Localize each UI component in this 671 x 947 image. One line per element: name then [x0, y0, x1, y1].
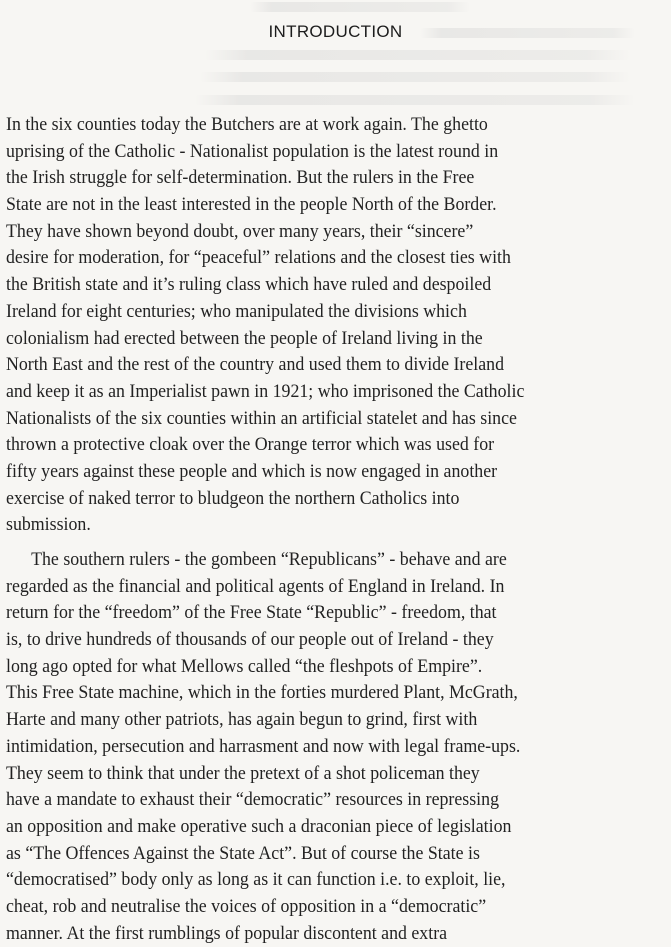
paragraph-2: [6, 547, 662, 947]
text-line: State are not in the least interested in the people North of the Border.: [6, 194, 497, 216]
text-line: an opposition and make operative such a draconian piece of legislation: [6, 815, 512, 837]
text-line: They seem to think that under the pretext of a shot policeman they: [6, 762, 480, 784]
text-line: Ireland for eight centuries; who manipulated the divisions which: [6, 300, 467, 322]
text-line: In the six counties today the Butchers are at work again. The ghetto: [6, 114, 488, 135]
text-line: manner. At the first rumblings of popular discontent and extra: [6, 922, 448, 944]
text-line: exercise of naked terror to bludgeon the northern Catholics into: [6, 487, 460, 509]
text-line: as “The Offences Against the State Act”. But of course the State is: [6, 842, 480, 864]
text-line: colonialism had erected between the people of Ireland living in the: [6, 327, 483, 349]
text-line: desire for moderation, for “peaceful” relations and the closest ties with: [6, 247, 511, 269]
text-line: thrown a protective cloak over the Orange terror which was used for: [6, 434, 495, 456]
bleed-line: [195, 95, 635, 105]
text-line: the British state and it’s ruling class which have ruled and despoiled: [6, 274, 492, 296]
bleed-line: [250, 2, 470, 12]
text-line: North East and the rest of the country and used them to divide Ireland: [6, 354, 505, 376]
reverse-page-bleed-through: [0, 0, 671, 130]
text-line: is, to drive hundreds of thousands of our people out of Ireland - they: [6, 629, 494, 651]
text-line: Harte and many other patriots, has again begun to grind, first with: [6, 709, 478, 731]
text-line: “democratised” body only as long as it can function i.e. to exploit, lie,: [6, 869, 506, 891]
text-line: submission.: [6, 514, 91, 536]
bleed-line: [200, 72, 630, 82]
text-line: have a mandate to exhaust their “democratic” resources in repressing: [6, 789, 499, 811]
paragraph-spacer: [6, 539, 662, 547]
text-line: intimidation, persecution and harrasment and now with legal frame-ups.: [6, 735, 521, 757]
text-line: long ago opted for what Mellows called “the fleshpots of Empire”.: [6, 655, 483, 677]
text-line: cheat, rob and neutralise the voices of opposition in a “democratic”: [6, 895, 487, 917]
text-line: They have shown beyond doubt, over many years, their “sincere”: [6, 220, 474, 242]
text-line: return for the “freedom” of the Free State “Republic” - freedom, that: [6, 602, 497, 624]
text-line: regarded as the financial and political agents of England in Ireland. In: [6, 575, 505, 597]
text-line: and keep it as an Imperialist pawn in 1921; who imprisoned the Catholic: [6, 380, 525, 402]
text-line: the Irish struggle for self-determination. But the rulers in the Free: [6, 167, 475, 189]
paragraph-1: [6, 112, 662, 539]
bleed-line: [205, 50, 630, 60]
text-line: uprising of the Catholic - Nationalist population is the latest round in: [6, 140, 499, 162]
text-line: fifty years against these people and which is now engaged in another: [6, 460, 498, 482]
page-title: INTRODUCTION: [268, 22, 403, 41]
document-body: [6, 112, 662, 947]
text-line: This Free State machine, which in the forties murdered Plant, McGrath,: [6, 682, 518, 704]
text-line: Nationalists of the six counties within an artificial statelet and has since: [6, 407, 517, 429]
text-line: The southern rulers - the gombeen “Republicans” - behave and are: [31, 549, 507, 570]
